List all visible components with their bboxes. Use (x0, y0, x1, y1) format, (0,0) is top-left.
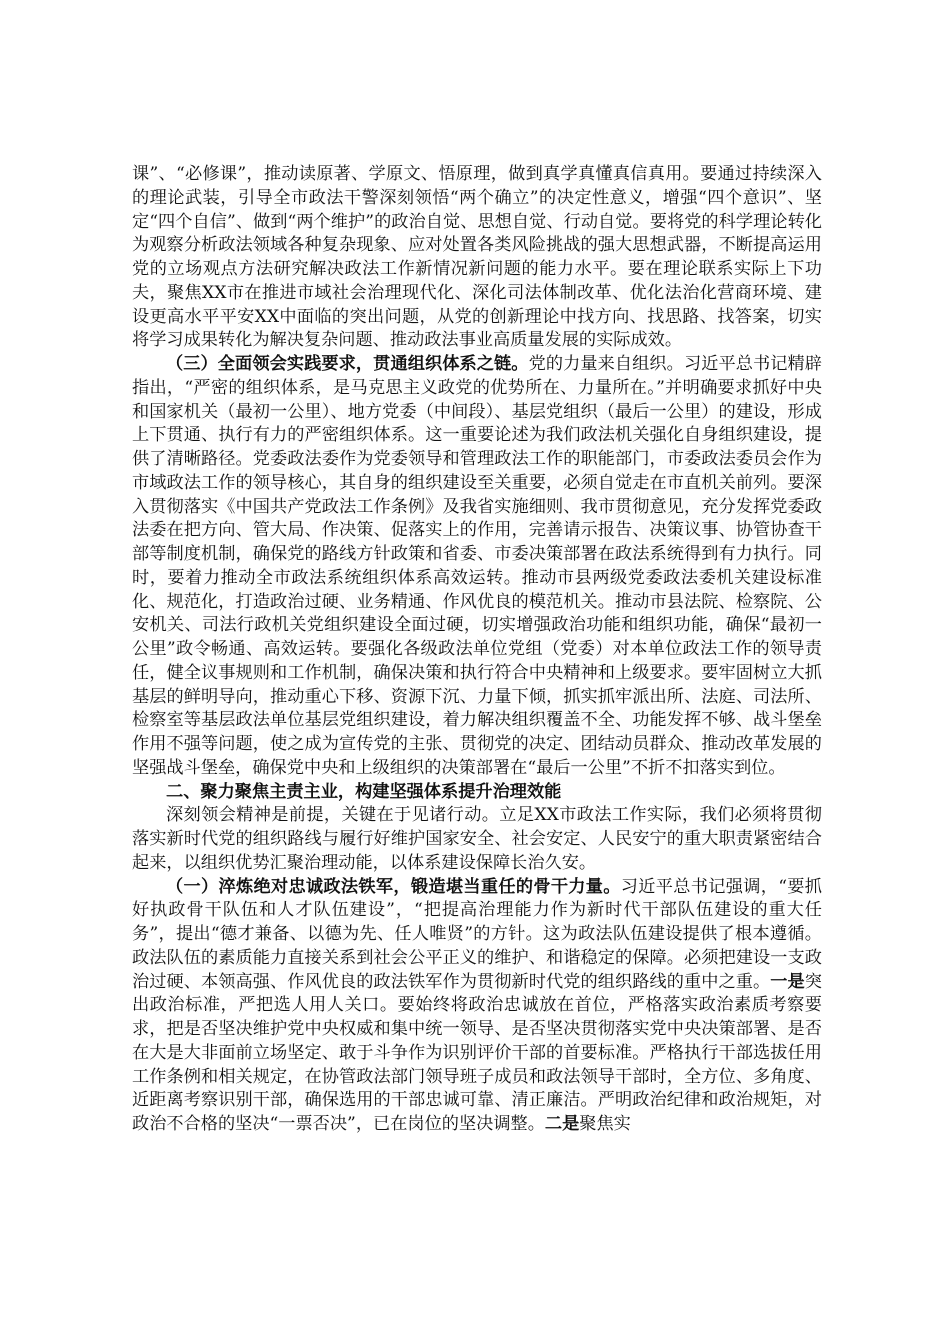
paragraph-section-intro: 深刻领会精神是前提，关键在于见诸行动。立足XX市政法工作实际，我们必须将贯彻落实新时代党的组织路线与履行好维护国家安全、社会安定、人民安宁的重大职责紧密结合起来，以组织优势汇聚治理动能，以体系建设保障长治久安。 (132, 805, 822, 873)
section-heading-two: 二、聚力聚焦主责主业，构建坚强体系提升治理效能 (166, 781, 562, 802)
paragraph-theory-study: 课”、“必修课”，推动读原著、学原文、悟原理，做到真学真懂真信真用。要通过持续深入的理论武装，引导全市政法干警深刻领悟“两个确立”的决定性意义，增强“四个意识”、坚定“四个自信”、做到“两个维护”的政治自觉、思想自觉、行动自觉。要将党的科学理论转化为观察分析政法领域各种复杂现象、应对处置各类风险挑战的强大思想武器，不断提高运用党的立场观点方法研究解决政法工作新情况新问题的能力水平。要在理论联系实际上下功夫，聚焦XX市在推进市域社会治理现代化、深化司法体制改革、优化法治化营商环境、建设更高水平平安XX中面临的突出问题，从党的创新理论中找方向、找思路、找答案，切实将学习成果转化为解决复杂问题、推动政法事业高质量发展的实际成效。 (132, 164, 822, 351)
point-two-marker: 二是 (544, 1114, 580, 1134)
point-one-marker: 一是 (770, 971, 805, 992)
paragraph-political-team (132, 876, 822, 1137)
paragraph-point-one-text: 突出政治标准，严把选人用人关口。要始终将政治忠诚放在首位，严格落实政治素质考察要求，把是否坚决维护党中央权威和集中统一领导、是否坚决贯彻落实党中央决策部署、是否在大是大非面前立场坚定、敢于斗争作为识别评价干部的首要标准。严格执行干部选拔任用工作条例和相关规定，在协管政法部门领导班子成员和政法领导干部时，全方位、多角度、近距离考察识别干部，确保选用的干部忠诚可靠、清正廉洁。严明政治纪律和政治规矩，对政治不合格的坚决“一票否决”，已在岗位的坚决调整。 (132, 971, 822, 1134)
paragraph-organization-text: 党的力量来自组织。习近平总书记精辟指出，“严密的组织体系，是马克思主义政党的优势所在、力量所在。”并明确要求抓好中央和国家机关（最初一公里）、地方党委（中间段）、基层党组织（最后一公里）的建设，形成上下贯通、执行有力的严密组织体系。这一重要论述为我们政法机关强化自身组织建设，提供了清晰路径。党委政法委作为党委领导和管理政法工作的职能部门，市委政法委员会作为市域政法工作的领导核心，其自身的组织建设至关重要，必须自觉走在市直机关前列。要深入贯彻落实《中国共产党政法工作条例》及我省实施细则、我市贯彻意见，充分发挥党委政法委在把方向、管大局、作决策、促落实上的作用，完善请示报告、决策议事、协管协查干部等制度机制，确保党的路线方针政策和省委、市委决策部署在政法系统得到有力执行。同时，要着力推动全市政法系统组织体系高效运转。推动市县两级党委政法委机关建设标准化、规范化，打造政治过硬、业务精通、作风优良的模范机关。推动市县法院、检察院、公安机关、司法行政机关党组织建设全面过硬，切实增强政治功能和组织功能，确保“最初一公里”政令畅通、高效运转。要强化各级政法单位党组（党委）对本单位政法工作的领导责任，健全议事规则和工作机制，确保决策和执行符合中央精神和上级要求。要牢固树立大抓基层的鲜明导向，推动重心下移、资源下沉、力量下倾，抓实抓牢派出所、法庭、司法所、检察室等基层政法单位基层党组织建设，着力解决组织覆盖不全、功能发挥不够、战斗堡垒作用不强等问题，使之成为宣传党的主张、贯彻党的决定、团结动员群众、推动改革发展的坚强战斗堡垒，确保党中央和上级组织的决策部署在“最后一公里”不折不扣落实到位。 (132, 354, 822, 778)
subheading-organization-chain: （三）全面领会实践要求，贯通组织体系之链。 (166, 354, 529, 374)
paragraph-team-text: 习近平总书记强调，“要抓好执政骨干队伍和人才队伍建设”，“把提高治理能力作为新时代干部队伍建设的重大任务”，提出“德才兼备、以德为先、任人唯贤”的方针。这为政法队伍建设提供了根本遵循。政法队伍的素质能力直接关系到社会公平正义的维护、和谐稳定的保障。必须把建设一支政治过硬、本领高强、作风优良的政法铁军作为贯彻新时代党的组织路线的重中之重。 (132, 876, 822, 992)
document-body (132, 163, 822, 1137)
subheading-loyal-team: （一）淬炼绝对忠诚政法铁军，锻造堪当重任的骨干力量。 (166, 876, 621, 897)
paragraph-organization-system (132, 353, 822, 781)
paragraph-point-two-text: 聚焦实 (579, 1114, 631, 1134)
